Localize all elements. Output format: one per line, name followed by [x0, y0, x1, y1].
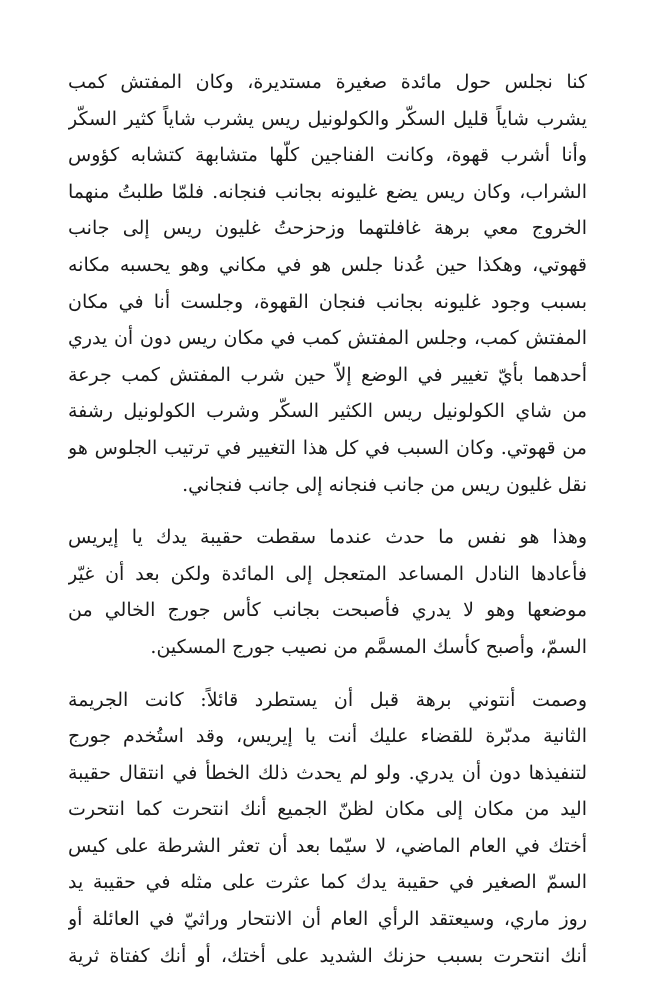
book-page — [68, 64, 587, 974]
paragraph-gap — [68, 503, 587, 519]
text-line: فأعادها النادل المساعد المتعجل إلى المائدة ولكن بعد أن غيّر — [68, 562, 587, 585]
text-line: الخروج معي برهة غافلتهما وزحزحتُ غليون ريس إلى جانب — [68, 217, 587, 240]
text-line: أنك انتحرت بسبب حزنك الشديد على أختك، أو أنك كفتاة ثرية — [68, 944, 587, 967]
text-line: من قهوتي. وكان السبب في كل هذا التغيير في ترتيب الجلوس هو — [68, 436, 587, 459]
text-line: قهوتي، وهكذا حين عُدنا جلس هو في مكاني وهو يحسبه مكانه — [68, 253, 587, 276]
text-line: الثانية مدبّرة للقضاء عليك أنت يا إيريس، وقد استُخدم جورج — [68, 725, 587, 748]
text-line: من شاي الكولونيل ريس الكثير السكّر وشرب الكولونيل رشفة — [68, 400, 587, 423]
text-line: موضعها وهو لا يدري فأصبحت بجانب كأس جورج الخالي من — [68, 599, 587, 622]
text-line: اليد من مكان إلى مكان لظنّ الجميع أنك انتحرت كما انتحرت — [68, 798, 587, 821]
text-line: وصمت أنتوني برهة قبل أن يستطرد قائلاً: كانت الجريمة — [68, 688, 587, 711]
text-line: الشراب، وكان ريس يضع غليونه بجانب فنجانه. فلمّا طلبتُ منهما — [68, 180, 587, 203]
text-line: كنا نجلس حول مائدة صغيرة مستديرة، وكان المفتش كمب — [68, 71, 587, 93]
text-line: المفتش كمب، وجلس المفتش كمب في مكان ريس دون أن يدري — [68, 327, 587, 350]
text-line: أحدهما بأيّ تغيير في الوضع إلاّ حين شرب المفتش كمب جرعة — [68, 363, 587, 386]
text-line: السمّ، وأصبح كأسك المسمَّم من نصيب جورج المسكين. — [150, 635, 587, 658]
paragraph-2 — [68, 519, 587, 665]
paragraph-1 — [68, 64, 587, 503]
text-line: لتنفيذها دون أن يدري. ولو لم يحدث ذلك الخطأ في انتقال حقيبة — [68, 761, 587, 784]
text-line: يشرب شاياً قليل السكّر والكولونيل ريس يشرب شاياً كثير السكّر — [68, 107, 587, 130]
text-line: نقل غليون ريس من جانب فنجانه إلى جانب فنجاني. — [182, 473, 587, 496]
text-line: السمّ الصغير في حقيبة يدك كما عثرت على مثله في حقيبة يد — [68, 871, 587, 894]
text-line: وأنا أشرب قهوة، وكانت الفناجين كلّها متشابهة كتشابه كؤوس — [68, 144, 587, 167]
text-line: روز ماري، وسيعتقد الرأي العام أن الانتحار وراثيّ في العائلة أو — [68, 908, 587, 931]
text-line: بسبب وجود غليونه بجانب فنجان القهوة، وجلست أنا في مكان — [68, 290, 587, 313]
text-line: أختك في العام الماضي، لا سيّما بعد أن تعثر الشرطة على كيس — [68, 834, 587, 857]
paragraph-3 — [68, 682, 587, 975]
paragraph-gap — [68, 666, 587, 682]
text-line: وهذا هو نفس ما حدث عندما سقطت حقيبة يدك يا إيريس — [68, 526, 587, 549]
